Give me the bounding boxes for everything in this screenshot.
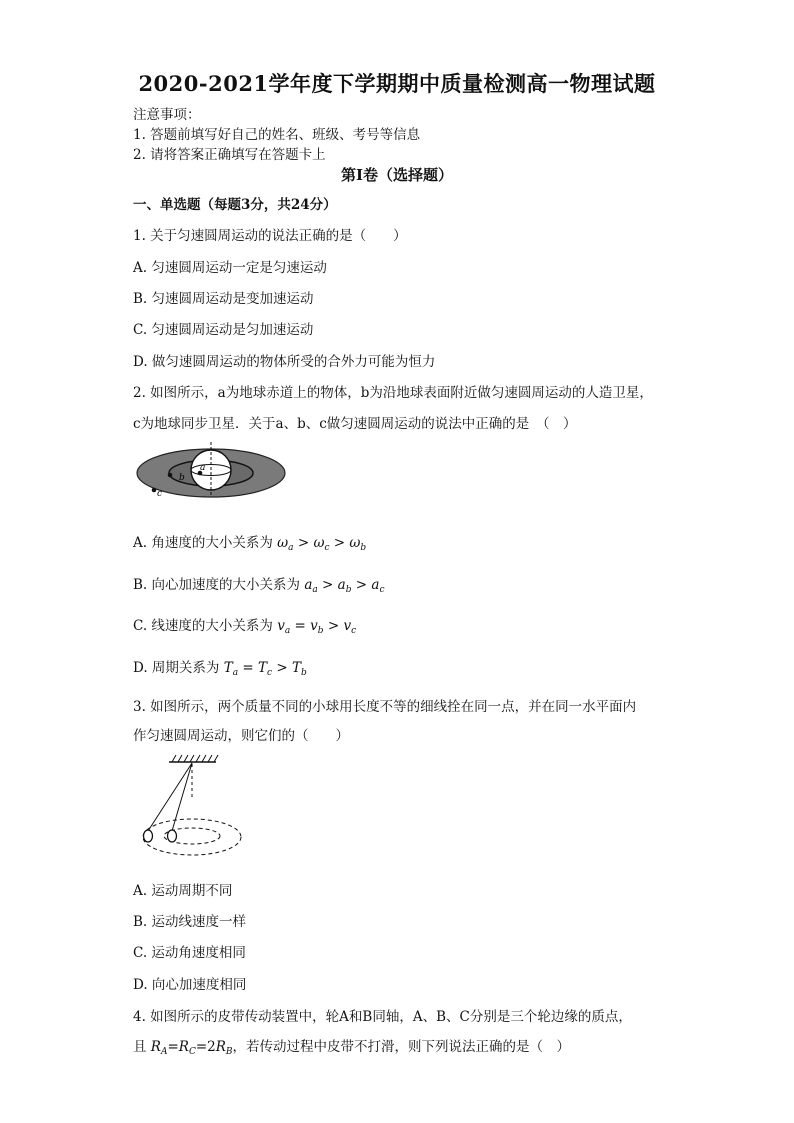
- q3-option-d: D. 向心加速度相同: [133, 977, 247, 993]
- q1-stem: 1. 关于匀速圆周运动的说法正确的是（ ）: [133, 228, 407, 244]
- q1-option-a: A. 匀速圆周运动一定是匀速运动: [133, 260, 327, 276]
- section-title: 第I卷（选择题）: [340, 166, 454, 184]
- q2-option-b: B. 向心加速度的大小关系为 $a_a > a_b > a_c$: [133, 577, 385, 595]
- q3-option-a: A. 运动周期不同: [133, 883, 233, 899]
- q1-option-d: D. 做匀速圆周运动的物体所受的合外力可能为恒力: [133, 354, 436, 370]
- figure-label-a: a: [200, 463, 206, 473]
- figure-label-c: c: [157, 489, 163, 499]
- q2-option-c: C. 线速度的大小关系为 $v_a = v_b > v_c$: [133, 618, 357, 636]
- q2-option-d: D. 周期关系为 $T_a = T_c > T_b$: [133, 660, 307, 678]
- part-title: 一、单选题（每题3分，共24分）: [133, 197, 337, 213]
- conical-pendulum-figure: [136, 754, 266, 860]
- q2-option-a: A. 角速度的大小关系为 $\omega_a > \omega_c > \omega_b$: [133, 535, 367, 553]
- q4-stem-line1: 4. 如图所示的皮带传动装置中，轮A和B同轴，A、B、C分别是三个轮边缘的质点，: [133, 1009, 632, 1025]
- q1-option-b: B. 匀速圆周运动是变加速运动: [133, 291, 314, 307]
- figure-label-b: b: [179, 473, 185, 483]
- q2-stem-line2: c为地球同步卫星．关于a、b、c做匀速圆周运动的说法中正确的是 （ ）: [133, 416, 577, 432]
- q3-stem-line1: 3. 如图所示，两个质量不同的小球用长度不等的细线拴在同一点，并在同一水平面内: [133, 699, 637, 715]
- q4-stem-line2: 且 $R_A=R_C=2R_B$，若传动过程中皮带不打滑，则下列说法正确的是（ ）: [133, 1039, 571, 1057]
- notice-item-1: 1. 答题前填写好自己的姓名、班级、考号等信息: [133, 127, 421, 143]
- notice-item-2: 2. 请将答案正确填写在答题卡上: [133, 147, 326, 163]
- notice-heading: 注意事项：: [133, 107, 201, 123]
- q3-option-b: B. 运动线速度一样: [133, 914, 247, 930]
- earth-orbit-figure: [134, 440, 288, 500]
- q2-stem-line1: 2. 如图所示，a为地球赤道上的物体，b为沿地球表面附近做匀速圆周运动的人造卫星，: [133, 385, 653, 401]
- q1-option-c: C. 匀速圆周运动是匀加速运动: [133, 322, 314, 338]
- q3-option-c: C. 运动角速度相同: [133, 945, 246, 961]
- q3-stem-line2: 作匀速圆周运动，则它们的（ ）: [133, 728, 349, 744]
- page-title: 2020-2021学年度下学期期中质量检测高一物理试题: [138, 71, 656, 96]
